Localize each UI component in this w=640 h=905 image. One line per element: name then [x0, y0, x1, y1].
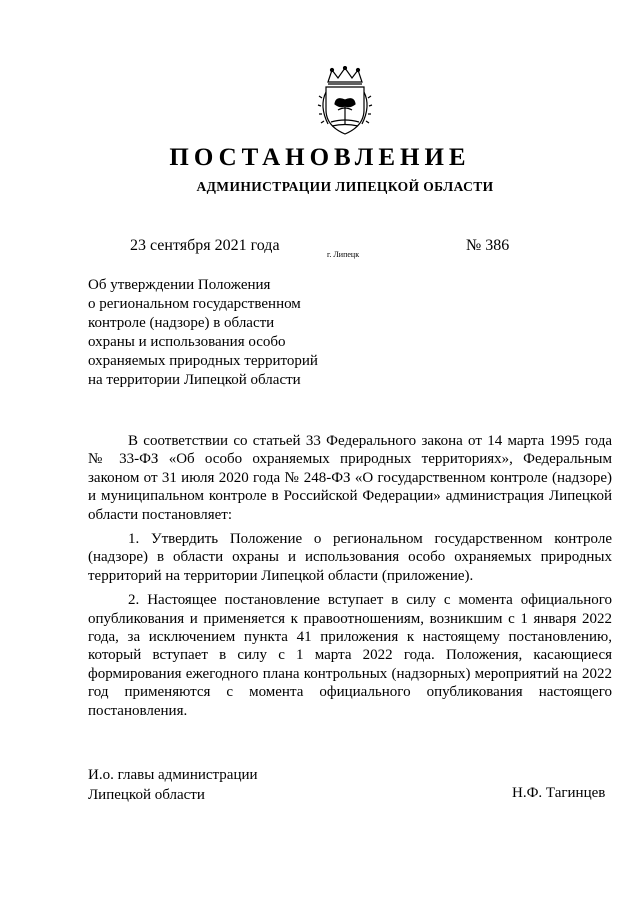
document-body	[88, 432, 612, 726]
document-subject	[88, 276, 388, 390]
coat-of-arms-icon	[314, 66, 376, 138]
subject-line: охраняемых природных территорий	[88, 353, 318, 369]
subject-line: о региональном государственном	[88, 296, 301, 312]
signatory-title-line: Липецкой области	[88, 787, 205, 803]
subject-line: Об утверждении Положения	[88, 277, 271, 293]
subject-line: охраны и использования особо	[88, 334, 286, 350]
body-paragraph-preamble: В соответствии со статьей 33 Федерального закона от 14 марта 1995 года № 33-ФЗ «Об особо охраняемых природных территориях», Федеральным законом от 31 июля 2020 года № 248-ФЗ «О государственном контроле (надзоре) и муниципальном контроле в Российской Федерации» администрация Липецкой области постановляет:	[88, 433, 612, 523]
document-subtitle: АДМИНИСТРАЦИИ ЛИПЕЦКОЙ ОБЛАСТИ	[196, 179, 494, 194]
document-number: № 386	[466, 237, 510, 254]
signatory-title-line: И.о. главы администрации	[88, 767, 258, 783]
document-city: г. Липецк	[327, 250, 360, 259]
signatory-name: Н.Ф. Тагинцев	[512, 785, 606, 801]
document-date: 23 сентября 2021 года	[130, 237, 280, 254]
signatory-title	[88, 765, 258, 805]
document-title: ПОСТАНОВЛЕНИЕ	[169, 144, 471, 171]
body-paragraph-item-2: 2. Настоящее постановление вступает в силу с момента официального опубликования и применяется к правоотношениям, возникшим с 1 января 2022 года, за исключением пункта 41 приложения к настоящему постановлению, который вступает в силу с 1 марта 2022 года. Положения, касающиеся формирования ежегодного плана контрольных (надзорных) мероприятий на 2022 год применяются с момента официального опубликования настоящего постановления.	[88, 592, 612, 719]
body-paragraph-item-1: 1. Утвердить Положение о региональном государственном контроле (надзоре) в области охраны и использования особо охраняемых природных территорий на территории Липецкой области (приложение).	[88, 531, 612, 584]
subject-line: на территории Липецкой области	[88, 372, 301, 388]
subject-line: контроле (надзоре) в области	[88, 315, 275, 331]
